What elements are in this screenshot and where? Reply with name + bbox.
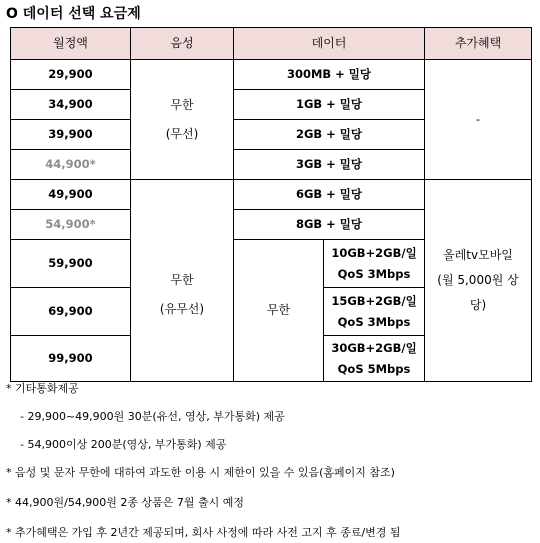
data-qos: QoS 3Mbps [337,267,411,281]
data-amount: 10GB+2GB/일 [331,245,417,260]
voice-label: 무한 [170,97,194,112]
price-cell-upcoming: 44,900* [11,150,131,180]
footnote: * 추가혜택은 가입 후 2년간 제공되며, 회사 사정에 따라 사전 고지 후 종료/변경 됨 [6,526,401,539]
data-detail-cell [324,240,425,288]
voice-label: 무한 [170,273,194,288]
data-amount: 30GB+2GB/일 [331,340,417,355]
benefit-label: 올레tv모바일 [443,248,513,262]
plan-table [10,27,532,382]
voice-cell-wired-wireless [131,210,234,382]
footnote: * 기타통화제공 [6,382,79,395]
table-header-row [11,28,532,60]
header-voice: 음성 [131,28,234,60]
footnote-detail: - 54,900이상 200분(영상, 부가통화) 제공 [20,438,227,451]
price-cell: 39,900 [11,120,131,150]
benefit-detail-end: 당) [469,298,487,312]
voice-cell-empty [131,180,234,210]
data-cell: 1GB + 밀당 [234,90,425,120]
benefit-detail: (월 5,000원 상 [437,273,519,287]
price-cell: 99,900 [11,336,131,382]
price-cell: 69,900 [11,288,131,336]
data-detail-cell [324,336,425,382]
benefit-cell-olleh [425,180,532,382]
footnote: * 음성 및 문자 무한에 대하여 과도한 이용 시 제한이 있을 수 있음(홈페이지 참조) [6,466,395,479]
data-detail-cell [324,288,425,336]
header-benefit: 추가혜택 [425,28,532,60]
voice-cell-wireless [131,60,234,180]
header-price: 월정액 [11,28,131,60]
data-cell: 300MB + 밀당 [234,60,425,90]
voice-sublabel: (유무선) [159,302,205,317]
price-cell: 59,900 [11,240,131,288]
page-title: O 데이터 선택 요금제 [6,6,141,22]
data-qos: QoS 3Mbps [337,315,411,329]
price-cell: 34,900 [11,90,131,120]
data-unlimited-cell: 무한 [234,240,324,382]
data-cell: 6GB + 밀당 [234,180,425,210]
footnote: * 44,900원/54,900원 2종 상품은 7월 출시 예정 [6,496,245,509]
table-row [11,180,532,210]
header-data: 데이터 [234,28,425,60]
data-cell: 8GB + 밀당 [234,210,425,240]
table-row [11,60,532,90]
footnote-detail: - 29,900~49,900원 30분(유선, 영상, 부가통화) 제공 [20,410,285,423]
data-qos: QoS 5Mbps [337,362,411,376]
data-cell: 3GB + 밀당 [234,150,425,180]
price-cell-upcoming: 54,900* [11,210,131,240]
voice-sublabel: (무선) [165,126,199,141]
data-amount: 15GB+2GB/일 [331,293,417,308]
data-cell: 2GB + 밀당 [234,120,425,150]
price-cell: 29,900 [11,60,131,90]
price-cell: 49,900 [11,180,131,210]
benefit-cell-none: - [425,60,532,180]
